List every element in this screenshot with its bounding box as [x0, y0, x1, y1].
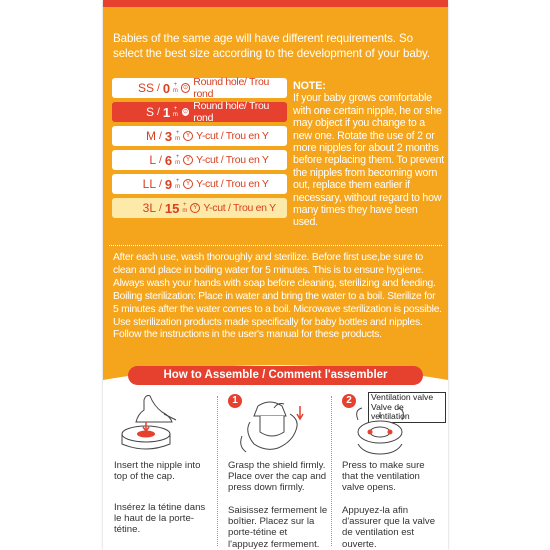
age-unit: + m — [175, 130, 181, 142]
round-hole-icon: ⊙ — [181, 107, 191, 117]
nipple-cap-illustration — [106, 392, 218, 458]
dotted-divider — [109, 245, 442, 246]
valve-press-illustration — [334, 392, 446, 458]
size-row-ss — [112, 78, 287, 98]
nipple-size-chart — [112, 78, 287, 222]
size-row-s — [112, 102, 287, 122]
size-age: 0 — [162, 80, 171, 96]
how-to-assemble-banner: How to Assemble / Comment l'assembler — [128, 366, 423, 385]
size-age: 15 — [164, 200, 180, 216]
note-title: NOTE: — [293, 80, 326, 92]
y-cut-icon: Y — [190, 203, 200, 213]
size-separator: / — [159, 154, 165, 166]
note-body: If your baby grows comfortable with one certain nipple, he or she may object if you change to a new one. Rotate the use of 2 or more nipples for about 2 months before replacing them. To prevent the nipples from becoming worn out, replace them earlier if necessary, without regard to how many times they have been used. — [293, 92, 445, 229]
size-separator: / — [159, 202, 165, 214]
step-text-fr: Saisissez fermement le boîtier. Placez sur la porte-tétine et l'appuyez fermement. — [228, 505, 328, 550]
age-unit: + m — [172, 106, 178, 118]
size-desc: Y-cut / Trou en Y — [196, 130, 269, 142]
age-unit: + m — [182, 202, 188, 214]
y-cut-icon: Y — [183, 131, 193, 141]
note-block — [293, 80, 445, 229]
package-panel — [103, 0, 448, 550]
size-separator: / — [156, 82, 163, 94]
step-text-en: Grasp the shield firmly. Place over the cap and press down firmly. — [228, 460, 327, 494]
step-text-fr: Insérez la tétine dans le haut de la porte-tétine. — [114, 502, 206, 536]
size-separator: / — [159, 178, 165, 190]
age-unit: + m — [175, 154, 181, 166]
size-row-l — [112, 150, 287, 170]
size-desc: Y-cut / Trou en Y — [203, 202, 276, 214]
age-unit: + m — [172, 82, 178, 94]
round-hole-icon: ⊙ — [181, 83, 191, 93]
size-code: M — [146, 129, 156, 143]
assembly-step-insert — [106, 392, 218, 550]
assembly-section — [103, 358, 448, 550]
assembly-step-shield — [220, 392, 332, 550]
size-age: 3 — [164, 128, 173, 144]
step-number-badge: 1 — [228, 394, 242, 408]
size-separator: / — [156, 106, 163, 118]
size-age: 1 — [162, 104, 171, 120]
age-unit: + m — [175, 178, 181, 190]
y-cut-icon: Y — [183, 179, 193, 189]
size-desc: Round hole/ Trou rond — [193, 76, 270, 100]
size-code: LL — [142, 177, 156, 191]
intro-text: Babies of the same age will have different requirements. So select the best size according to the development of your baby. — [113, 32, 431, 60]
shield-press-illustration — [220, 392, 332, 458]
step-text-en: Insert the nipple into top of the cap. — [114, 460, 201, 483]
size-separator: / — [159, 130, 165, 142]
size-age: 9 — [164, 176, 173, 192]
wash-instructions: After each use, wash thoroughly and sterilize. Before first use,be sure to clean and place in boiling water for 5 minutes. This is to ensure hygiene. Always wash your hands with soap before cleaning, sterilizing and feeding. — [113, 252, 436, 289]
size-age: 6 — [164, 152, 173, 168]
size-row-m — [112, 126, 287, 146]
size-code: 3L — [142, 201, 156, 215]
size-desc: Y-cut / Trou en Y — [196, 178, 269, 190]
size-desc: Y-cut / Trou en Y — [196, 154, 269, 166]
size-code: S — [145, 105, 154, 119]
size-row-3l — [112, 198, 287, 218]
assembly-step-valve — [334, 392, 446, 550]
sterilization-instructions: Boiling sterilization: Place in water and bring the water to a boil. Sterilize for 5 minutes after the water comes to a boil. Microwave sterilization is possible. Use sterilization products made specifically for baby bottles and nipples. Follow the instructions in the user's manual for these products. — [113, 290, 442, 341]
size-row-ll — [112, 174, 287, 194]
size-desc: Round hole/ Trou rond — [193, 100, 270, 124]
step-number-badge: 2 — [342, 394, 356, 408]
size-code: L — [149, 153, 156, 167]
step-text-en: Press to make sure that the ventilation valve opens. — [342, 460, 425, 494]
size-code: SS — [137, 81, 154, 95]
top-color-strip — [103, 0, 448, 7]
ventilation-valve-label: Ventilation valve Valve de ventilation — [368, 392, 446, 423]
step-text-fr: Appuyez-la afin d'assurer que la valve de ventilation est ouverte. — [342, 505, 436, 550]
y-cut-icon: Y — [183, 155, 193, 165]
care-instructions — [113, 252, 443, 342]
